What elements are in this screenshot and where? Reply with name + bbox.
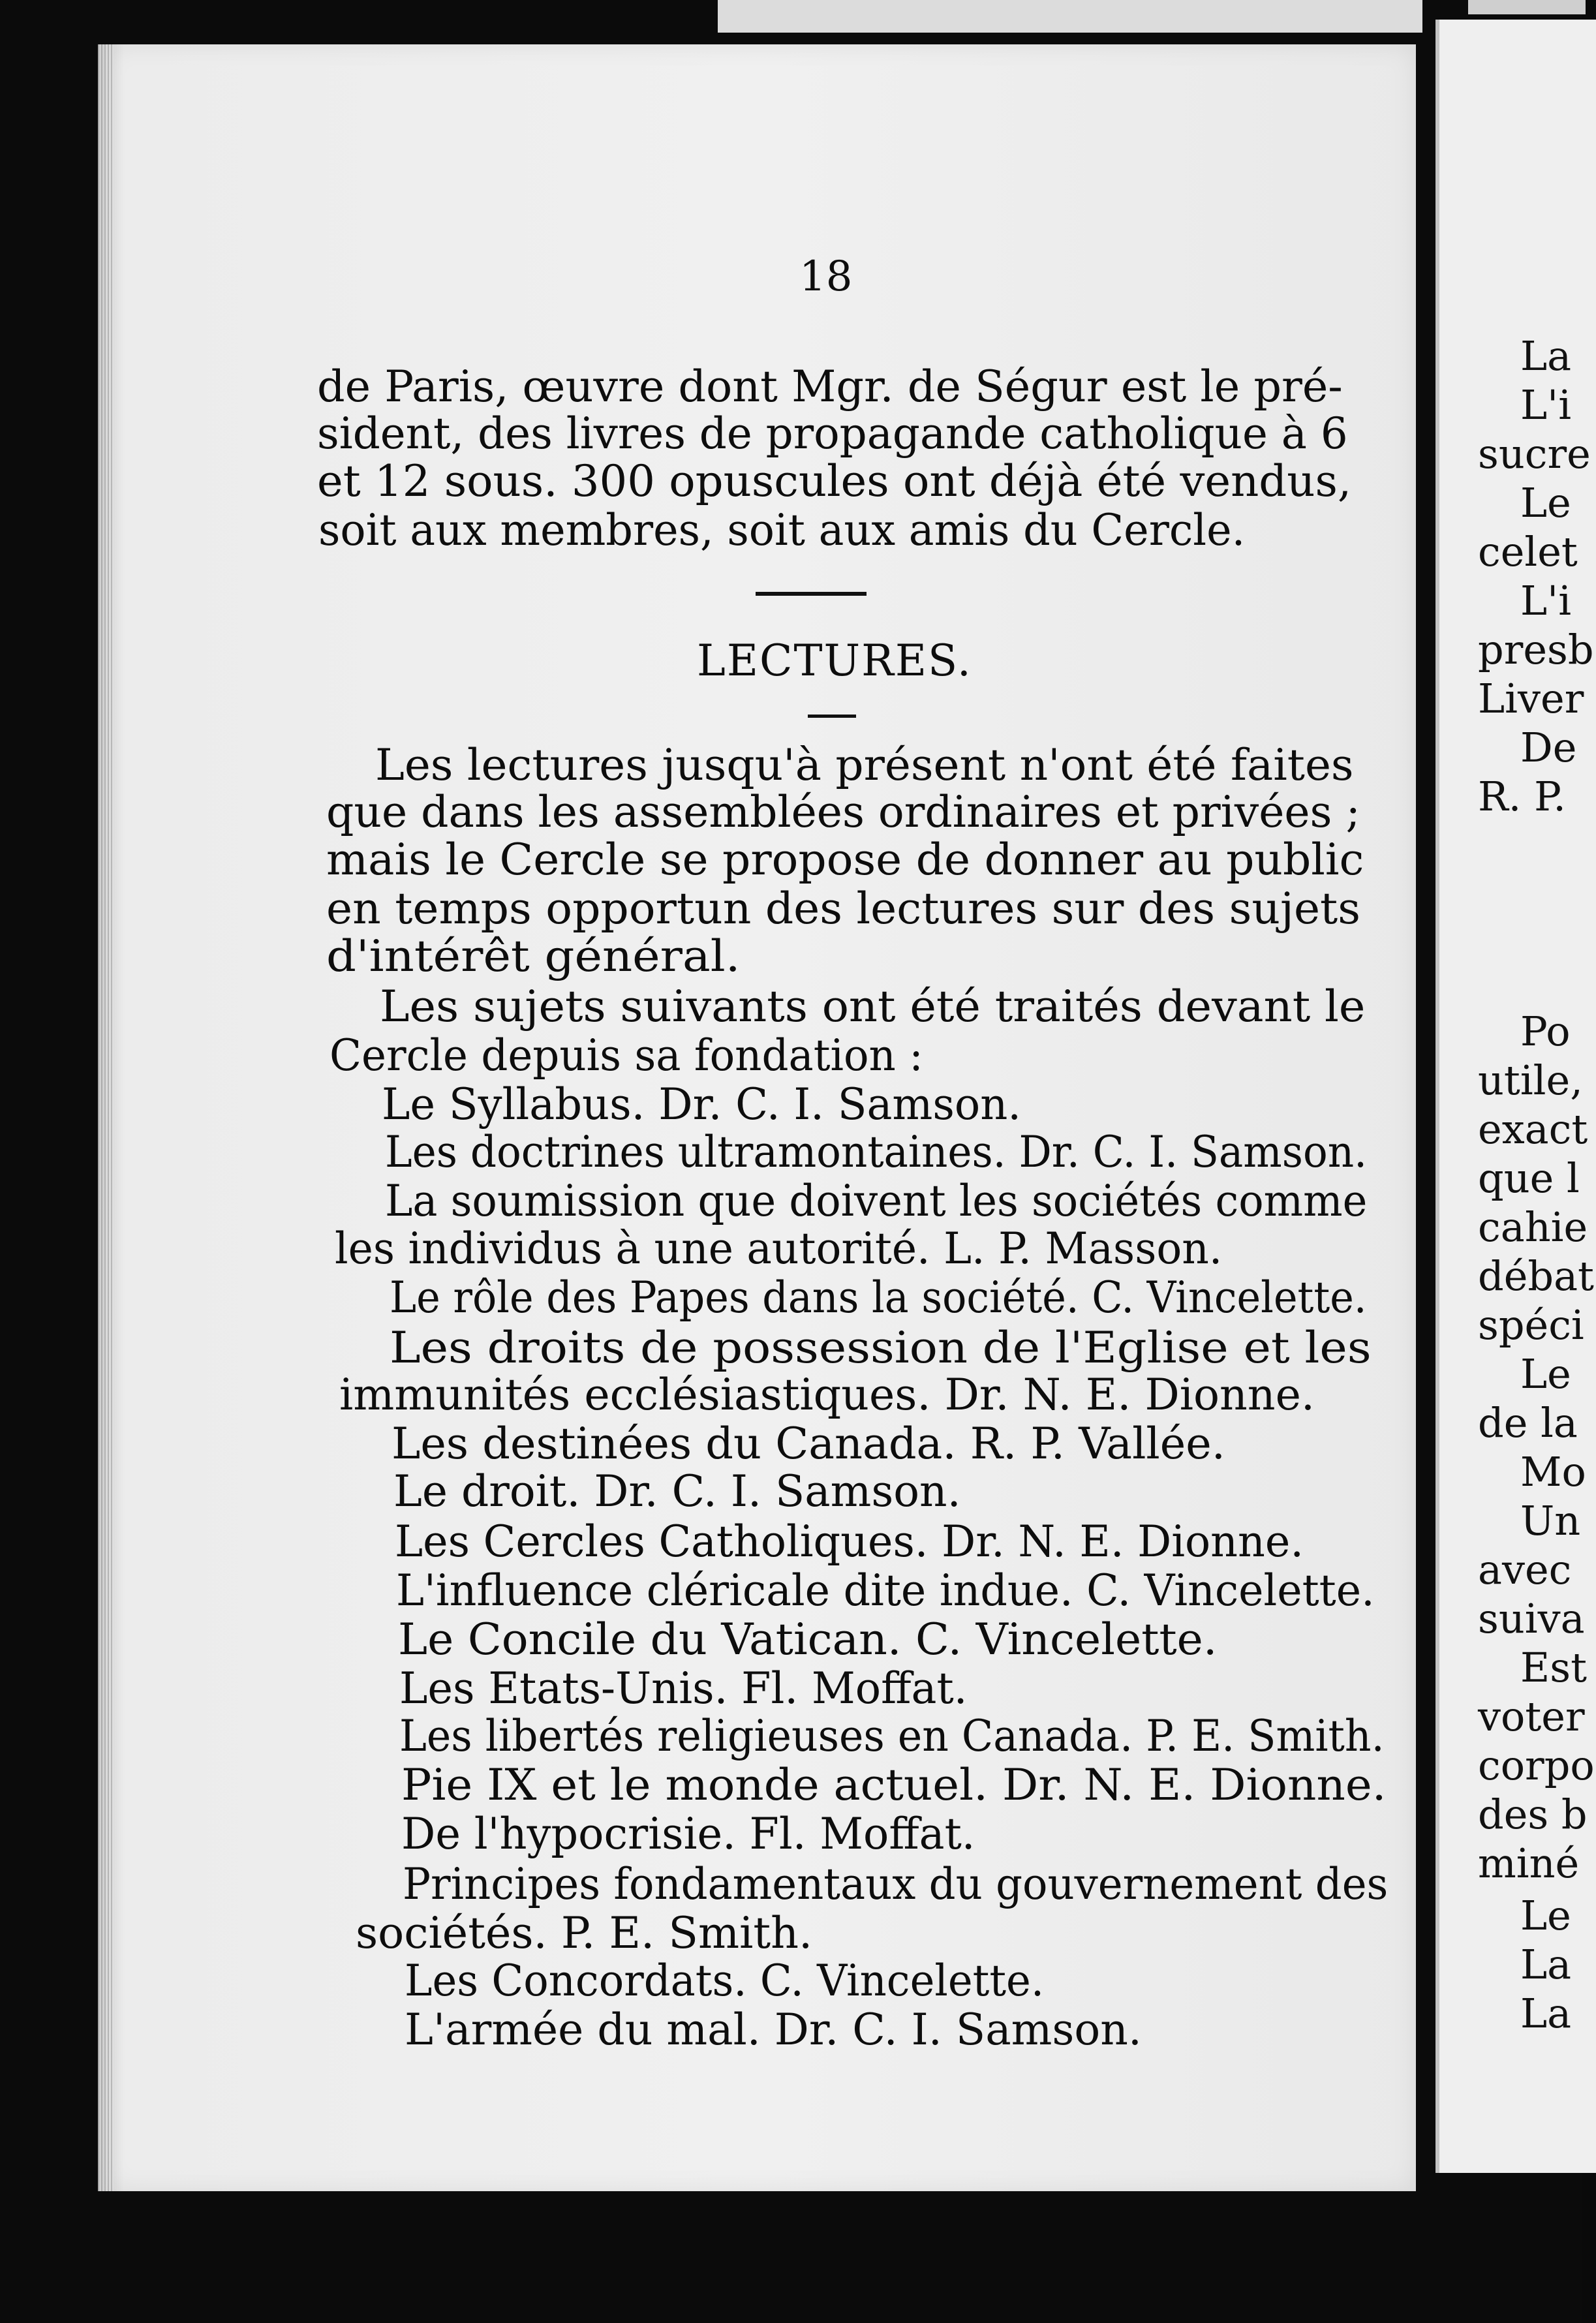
lecture-line: Les Concordats. C. Vincelette. — [405, 1956, 1045, 2006]
lecture-line: Les sujets suivants ont été traités devant le — [380, 981, 1366, 1032]
lecture-line: Cercle depuis sa fondation : — [330, 1030, 923, 1081]
lecture-line: Les lectures jusqu'à présent n'ont été faites — [375, 740, 1354, 790]
lecture-line: Le Syllabus. Dr. C. I. Samson. — [382, 1079, 1022, 1130]
section-title: LECTURES. — [697, 636, 972, 686]
right-page-line-fragment: La — [1520, 332, 1572, 380]
right-page-line-fragment: De — [1520, 724, 1577, 771]
right-page-line-fragment: débat — [1478, 1252, 1594, 1300]
lecture-line: d'intérêt général. — [326, 931, 741, 981]
right-page-line-fragment: presb — [1478, 626, 1594, 673]
right-page-line-fragment: de la — [1478, 1399, 1578, 1447]
right-page-line-fragment: corpo — [1478, 1742, 1595, 1789]
lecture-line: Pie IX et le monde actuel. Dr. N. E. Dionne. — [401, 1760, 1387, 1810]
right-page-line-fragment: Est — [1520, 1644, 1587, 1691]
right-page-line-fragment: avec — [1478, 1546, 1572, 1593]
intro-line: sident, des livres de propagande catholique à 6 — [317, 408, 1348, 459]
section-divider — [756, 592, 867, 596]
right-page-line-fragment: cahie — [1478, 1203, 1588, 1251]
lecture-line: sociétés. P. E. Smith. — [356, 1908, 813, 1958]
lecture-line: Les droits de possession de l'Eglise et les — [390, 1323, 1372, 1373]
lecture-line: les individus à une autorité. L. P. Masson. — [335, 1223, 1223, 1274]
right-page-line-fragment: sucre — [1478, 430, 1591, 478]
right-page-line-fragment: Le — [1520, 479, 1571, 527]
lecture-line: Les Cercles Catholiques. Dr. N. E. Dionne. — [395, 1516, 1304, 1567]
lecture-line: Les libertés religieuses en Canada. P. E. Smith. — [399, 1711, 1385, 1761]
lecture-line: immunités ecclésiastiques. Dr. N. E. Dionne. — [339, 1370, 1315, 1420]
lecture-line: mais le Cercle se propose de donner au public — [326, 835, 1364, 885]
right-page-line-fragment: Le — [1520, 1892, 1571, 1939]
right-page-line-fragment: Le — [1520, 1350, 1571, 1398]
lecture-line: Les doctrines ultramontaines. Dr. C. I. Samson. — [385, 1127, 1368, 1177]
lecture-line: Le Concile du Vatican. C. Vincelette. — [398, 1614, 1218, 1665]
right-page-line-fragment: voter — [1478, 1693, 1585, 1740]
right-page-line-fragment: utile, — [1478, 1056, 1583, 1104]
right-page-line-fragment: Liver — [1478, 675, 1584, 722]
lecture-line: Le rôle des Papes dans la société. C. Vincelette. — [390, 1272, 1367, 1323]
right-page-line-fragment: miné — [1478, 1839, 1580, 1887]
title-underline — [808, 715, 856, 718]
right-page-line-fragment: La — [1520, 1990, 1572, 2037]
lecture-line: L'influence cléricale dite indue. C. Vincelette. — [396, 1565, 1375, 1616]
right-page-line-fragment: que l — [1478, 1154, 1580, 1202]
lecture-line: Les destinées du Canada. R. P. Vallée. — [391, 1419, 1225, 1469]
top-edge-strip — [718, 0, 1422, 33]
lecture-line: La soumission que doivent les sociétés comme — [385, 1176, 1368, 1226]
right-page-line-fragment: Un — [1520, 1497, 1581, 1545]
lecture-line: Les Etats-Unis. Fl. Moffat. — [399, 1663, 968, 1714]
intro-line: soit aux membres, soit aux amis du Cercle. — [318, 505, 1246, 555]
right-page-line-fragment: Mo — [1520, 1448, 1586, 1496]
top-edge-strip-right — [1468, 0, 1586, 14]
intro-line: et 12 sous. 300 opuscules ont déjà été vendus, — [317, 456, 1352, 506]
lecture-line: De l'hypocrisie. Fl. Moffat. — [401, 1809, 975, 1859]
right-page-line-fragment: L'i — [1520, 577, 1572, 624]
right-page-line-fragment: spéci — [1478, 1301, 1584, 1349]
lecture-line: que dans les assemblées ordinaires et privées ; — [326, 787, 1360, 837]
right-page-line-fragment: Po — [1520, 1008, 1571, 1055]
right-page-line-fragment: celet — [1478, 528, 1578, 576]
lecture-line: Le droit. Dr. C. I. Samson. — [393, 1466, 961, 1516]
right-page-line-fragment: L'i — [1520, 381, 1572, 429]
lecture-line: L'armée du mal. Dr. C. I. Samson. — [405, 2005, 1142, 2055]
right-page-line-fragment: exact — [1478, 1105, 1588, 1153]
lecture-line: en temps opportun des lectures sur des sujets — [326, 884, 1360, 934]
right-page-line-fragment: La — [1520, 1941, 1572, 1988]
intro-line: de Paris, œuvre dont Mgr. de Ségur est le pré- — [317, 362, 1343, 412]
lecture-line: Principes fondamentaux du gouvernement des — [403, 1859, 1389, 1909]
right-page-line-fragment: R. P. — [1478, 773, 1566, 820]
right-page-line-fragment: suiva — [1478, 1595, 1585, 1642]
page-number: 18 — [799, 253, 853, 301]
right-page-line-fragment: des b — [1478, 1791, 1588, 1838]
